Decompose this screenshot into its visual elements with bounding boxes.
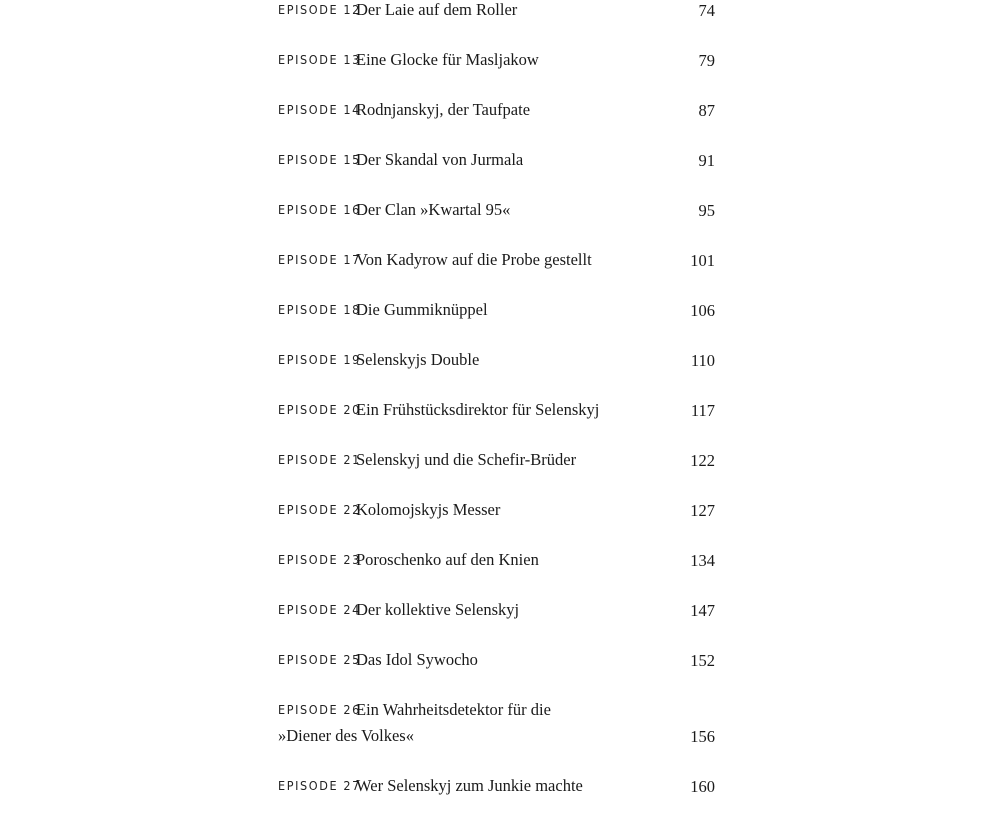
episode-label: EPISODE 12: [278, 2, 361, 17]
episode-title-continuation: »Diener des Volkes«: [278, 726, 414, 745]
toc-entry-episode-16[interactable]: [278, 200, 715, 240]
toc-entry-episode-27[interactable]: [278, 776, 715, 816]
page-number: 110: [690, 351, 715, 370]
episode-title: Wer Selenskyj zum Junkie machte: [356, 776, 583, 795]
page-number: 156: [690, 727, 715, 746]
toc-entry-episode-18[interactable]: [278, 300, 715, 340]
episode-label: EPISODE 21: [278, 452, 361, 467]
page-number: 87: [698, 101, 715, 120]
page-number: 117: [690, 401, 715, 420]
page-number: 74: [698, 1, 715, 20]
episode-label: EPISODE 13: [278, 52, 361, 67]
episode-title: Die Gummiknüppel: [356, 300, 488, 319]
episode-label: EPISODE 15: [278, 152, 361, 167]
episode-title: Rodnjanskyj, der Taufpate: [356, 100, 531, 119]
toc-entry-episode-14[interactable]: [278, 100, 715, 140]
page-number: 79: [698, 51, 715, 70]
episode-title: Der Skandal von Jurmala: [356, 150, 524, 169]
page-number: 91: [698, 151, 715, 170]
episode-label: EPISODE 19: [278, 352, 361, 367]
episode-title: Das Idol Sywocho: [356, 650, 478, 669]
toc-entry-episode-23[interactable]: [278, 550, 715, 590]
toc-entry-episode-21[interactable]: [278, 450, 715, 490]
toc-entry-episode-12[interactable]: [278, 0, 715, 40]
episode-title: Selenskyjs Double: [356, 350, 480, 369]
toc-entry-episode-25[interactable]: [278, 650, 715, 690]
episode-label: EPISODE 25: [278, 652, 361, 667]
episode-label: EPISODE 17: [278, 252, 361, 267]
episode-title: Ein Frühstücksdirektor für Selenskyj: [356, 400, 600, 419]
page-number: 127: [690, 501, 715, 520]
toc-entry-episode-22[interactable]: [278, 500, 715, 540]
page-number: 134: [690, 551, 715, 570]
toc-entry-episode-17[interactable]: [278, 250, 715, 290]
toc-entry-episode-24[interactable]: [278, 600, 715, 640]
episode-label: EPISODE 22: [278, 502, 361, 517]
episode-label: EPISODE 23: [278, 552, 361, 567]
episode-label: EPISODE 26: [278, 702, 361, 717]
episode-label: EPISODE 27: [278, 778, 361, 793]
page-number: 106: [690, 301, 715, 320]
page-number: 147: [690, 601, 715, 620]
episode-title: Der Clan »Kwartal 95«: [356, 200, 511, 219]
episode-label: EPISODE 18: [278, 302, 361, 317]
episode-title: Von Kadyrow auf die Probe gestellt: [356, 250, 592, 269]
page-number: 95: [698, 201, 715, 220]
toc-entry-episode-15[interactable]: [278, 150, 715, 190]
episode-label: EPISODE 16: [278, 202, 361, 217]
episode-title: Poroschenko auf den Knien: [356, 550, 539, 569]
episode-title: Kolomojskyjs Messer: [356, 500, 501, 519]
toc-entry-episode-26[interactable]: [278, 700, 715, 760]
episode-title: Eine Glocke für Masljakow: [356, 50, 539, 69]
page-number: 122: [690, 451, 715, 470]
toc-entry-episode-13[interactable]: [278, 50, 715, 90]
episode-label: EPISODE 20: [278, 402, 361, 417]
toc-entry-episode-19[interactable]: [278, 350, 715, 390]
toc-entry-episode-20[interactable]: [278, 400, 715, 440]
episode-title: Ein Wahrheitsdetektor für die: [356, 700, 551, 719]
episode-title: Der Laie auf dem Roller: [356, 0, 518, 19]
episode-label: EPISODE 14: [278, 102, 361, 117]
page-number: 152: [690, 651, 715, 670]
page-number: 101: [690, 251, 715, 270]
episode-title: Der kollektive Selenskyj: [356, 600, 520, 619]
episode-label: EPISODE 24: [278, 602, 361, 617]
page-number: 160: [690, 777, 715, 796]
episode-title: Selenskyj und die Schefir-Brüder: [356, 450, 577, 469]
